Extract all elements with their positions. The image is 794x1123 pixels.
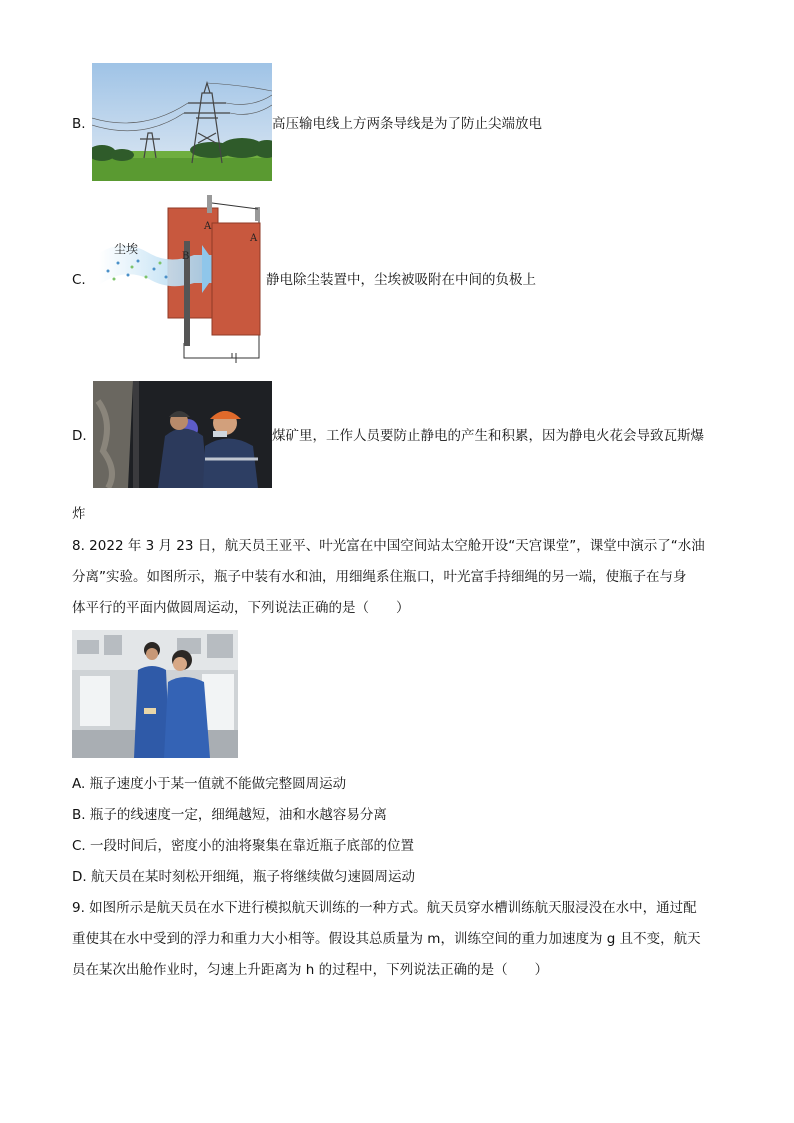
option-c-label: C. xyxy=(72,272,86,288)
option-b-label: B. xyxy=(72,116,86,132)
electrode-b-label: B xyxy=(182,251,190,262)
q8-option-c: C. 一段时间后，密度小的油将聚集在靠近瓶子底部的位置 xyxy=(72,838,415,854)
dust-label: 尘埃 xyxy=(114,242,139,256)
electrostatic-precipitator-diagram xyxy=(94,193,266,363)
space-station-photo xyxy=(72,630,238,758)
plate-a-back-label: A xyxy=(204,221,212,232)
q8-stem-line-3: 体平行的平面内做圆周运动，下列说法正确的是（ ） xyxy=(72,600,410,616)
q8-option-d: D. 航天员在某时刻松开细绳，瓶子将继续做匀速圆周运动 xyxy=(72,869,415,885)
q8-stem-line-2: 分离”实验。如图所示，瓶子中装有水和油，用细绳系住瓶口，叶光富手持细绳的另一端，使瓶子在与身 xyxy=(72,569,687,585)
q8-stem-line-1: 8. 2022 年 3 月 23 日，航天员王亚平、叶光富在中国空间站太空舱开设“天宫课堂”，课堂中演示了“水油 xyxy=(72,538,705,554)
q8-option-a: A. 瓶子速度小于某一值就不能做完整圆周运动 xyxy=(72,776,347,792)
power-line-photo xyxy=(92,63,272,181)
option-d-text: 煤矿里，工作人员要防止静电的产生和积累，因为静电火花会导致瓦斯爆 xyxy=(272,428,704,444)
option-d-text-continued: 炸 xyxy=(72,506,86,522)
q9-stem-line-2: 重使其在水中受到的浮力和重力大小相等。假设其总质量为 m，训练空间的重力加速度为 g 且不变，航天 xyxy=(72,931,701,947)
coal-mine-photo xyxy=(93,381,272,488)
q8-option-b: B. 瓶子的线速度一定，细绳越短，油和水越容易分离 xyxy=(72,807,387,823)
option-d-label: D. xyxy=(72,428,87,444)
plate-a-front-label: A xyxy=(250,233,258,244)
q9-stem-line-1: 9. 如图所示是航天员在水下进行模拟航天训练的一种方式。航天员穿水槽训练航天服浸没在水中，通过配 xyxy=(72,900,697,916)
option-c-text: 静电除尘装置中，尘埃被吸附在中间的负极上 xyxy=(266,272,536,288)
option-b-text: 高压输电线上方两条导线是为了防止尖端放电 xyxy=(272,116,542,132)
q9-stem-line-3: 员在某次出舱作业时，匀速上升距离为 h 的过程中，下列说法正确的是（ ） xyxy=(72,962,549,978)
